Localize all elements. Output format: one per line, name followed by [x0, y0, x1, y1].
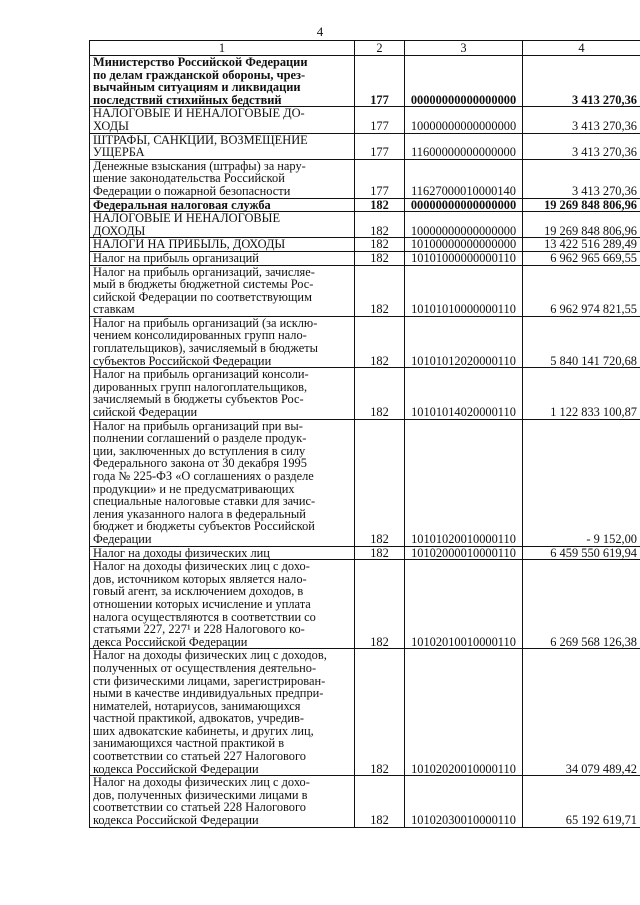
budget-code-cell: 10000000000000000 — [405, 107, 523, 133]
row-name-cell: Налог на прибыль организаций (за исклю- чением консолидированных групп нало- гоплательщиков), зачисляемый в бюджеты субъектов Российской Федерации — [90, 316, 355, 367]
amount-cell: 3 413 270,36 — [523, 133, 640, 159]
row-name-cell: Налог на доходы физических лиц с дохо- дов, источником которых является нало- говый агент, за исключением доходов, в отношении которых исчисление и уплата налога осуществляются в соответствии со статьями 227, 227¹ и 228 Налогового ко- декса Российской Федерации — [90, 560, 355, 649]
budget-code-cell: 00000000000000000 — [405, 198, 523, 212]
admin-code-cell: 182 — [355, 198, 405, 212]
table-row — [90, 133, 640, 159]
admin-code-cell: 182 — [355, 238, 405, 252]
amount-cell: 19 269 848 806,96 — [523, 198, 640, 212]
row-name-cell: Налог на доходы физических лиц с доходов, полученных от осуществления деятельно- сти физическими лицами, зарегистрирован- ными в качестве индивидуальных предпри- нимателей, нотариусов, занимающихся частной практикой, адвокатов, учредив- ших адвокатские кабинеты, и других лиц, занимающихся частной практикой в соответствии со статьей 227 Налогового кодекса Российской Федерации — [90, 649, 355, 776]
admin-code-cell: 182 — [355, 419, 405, 546]
amount-cell: 13 422 516 289,49 — [523, 238, 640, 252]
table-row — [90, 238, 640, 252]
budget-code-cell: 10101000000000110 — [405, 251, 523, 265]
admin-code-cell: 182 — [355, 649, 405, 776]
table-row — [90, 649, 640, 776]
admin-code-cell: 182 — [355, 368, 405, 419]
admin-code-cell: 182 — [355, 546, 405, 560]
budget-code-cell: 00000000000000000 — [405, 56, 523, 107]
admin-code-cell: 177 — [355, 107, 405, 133]
admin-code-cell: 182 — [355, 265, 405, 316]
amount-cell: 6 962 974 821,55 — [523, 265, 640, 316]
table-row — [90, 159, 640, 198]
row-name-cell: Налог на доходы физических лиц с дохо- дов, полученных физическими лицами в соответствии со статьей 228 Налогового кодекса Российской Федерации — [90, 776, 355, 827]
row-name-cell: Денежные взыскания (штрафы) за нару- шение законодательства Российской Федерации о пожарной безопасности — [90, 159, 355, 198]
table-row — [90, 419, 640, 546]
table-body — [90, 56, 640, 828]
page-number: 4 — [316, 24, 324, 39]
column-header-2: 2 — [355, 41, 405, 56]
table-row — [90, 546, 640, 560]
column-header-4: 4 — [523, 41, 640, 56]
column-header-3: 3 — [405, 41, 523, 56]
budget-code-cell: 11627000010000140 — [405, 159, 523, 198]
table-row — [90, 316, 640, 367]
row-name-cell: Федеральная налоговая служба — [90, 198, 355, 212]
budget-code-cell: 10102020010000110 — [405, 649, 523, 776]
table-row — [90, 368, 640, 419]
budget-code-cell: 10102030010000110 — [405, 776, 523, 827]
budget-code-cell: 10102000010000110 — [405, 546, 523, 560]
amount-cell: 5 840 141 720,68 — [523, 316, 640, 367]
budget-code-cell: 10101012020000110 — [405, 316, 523, 367]
table-row — [90, 212, 640, 238]
amount-cell: 3 413 270,36 — [523, 56, 640, 107]
table-row — [90, 251, 640, 265]
budget-code-cell: 10101014020000110 — [405, 368, 523, 419]
amount-cell: 34 079 489,42 — [523, 649, 640, 776]
row-name-cell: ШТРАФЫ, САНКЦИИ, ВОЗМЕЩЕНИЕ УЩЕРБА — [90, 133, 355, 159]
budget-code-cell: 10100000000000000 — [405, 238, 523, 252]
admin-code-cell: 182 — [355, 776, 405, 827]
admin-code-cell: 182 — [355, 316, 405, 367]
table-row — [90, 107, 640, 133]
amount-cell: 3 413 270,36 — [523, 159, 640, 198]
budget-code-cell: 10000000000000000 — [405, 212, 523, 238]
column-header-1: 1 — [90, 41, 355, 56]
amount-cell: 6 962 965 669,55 — [523, 251, 640, 265]
row-name-cell: Налог на прибыль организаций при вы- полнении соглашений о разделе продук- ции, заключенных до вступления в силу Федерального закона от 30 декабря 1995 года № 225-ФЗ «О соглашениях о разделе продукции» и не предусматривающих специальные налоговые ставки для зачис- ления указанного налога в федеральный бюджет и бюджеты субъектов Российской Федерации — [90, 419, 355, 546]
admin-code-cell: 177 — [355, 56, 405, 107]
table-row — [90, 198, 640, 212]
budget-code-cell: 11600000000000000 — [405, 133, 523, 159]
row-name-cell: Министерство Российской Федерации по делам гражданской обороны, чрез- вычайным ситуациям и ликвидации последствий стихийных бедствий — [90, 56, 355, 107]
amount-cell: 19 269 848 806,96 — [523, 212, 640, 238]
amount-cell: 65 192 619,71 — [523, 776, 640, 827]
row-name-cell: Налог на прибыль организаций — [90, 251, 355, 265]
amount-cell: - 9 152,00 — [523, 419, 640, 546]
row-name-cell: НАЛОГИ НА ПРИБЫЛЬ, ДОХОДЫ — [90, 238, 355, 252]
row-name-cell: НАЛОГОВЫЕ И НЕНАЛОГОВЫЕ ДО- ХОДЫ — [90, 107, 355, 133]
budget-code-cell: 10101020010000110 — [405, 419, 523, 546]
amount-cell: 3 413 270,36 — [523, 107, 640, 133]
table-row — [90, 265, 640, 316]
table-header-row — [90, 41, 640, 56]
row-name-cell: Налог на доходы физических лиц — [90, 546, 355, 560]
row-name-cell: НАЛОГОВЫЕ И НЕНАЛОГОВЫЕ ДОХОДЫ — [90, 212, 355, 238]
admin-code-cell: 182 — [355, 560, 405, 649]
amount-cell: 6 459 550 619,94 — [523, 546, 640, 560]
admin-code-cell: 177 — [355, 133, 405, 159]
admin-code-cell: 182 — [355, 251, 405, 265]
amount-cell: 6 269 568 126,38 — [523, 560, 640, 649]
table-row — [90, 776, 640, 827]
budget-code-cell: 10101010000000110 — [405, 265, 523, 316]
row-name-cell: Налог на прибыль организаций консоли- дированных групп налогоплательщиков, зачисляемый в бюджеты субъектов Рос- сийской Федерации — [90, 368, 355, 419]
budget-code-cell: 10102010010000110 — [405, 560, 523, 649]
amount-cell: 1 122 833 100,87 — [523, 368, 640, 419]
admin-code-cell: 177 — [355, 159, 405, 198]
table-row — [90, 56, 640, 107]
table-row — [90, 560, 640, 649]
row-name-cell: Налог на прибыль организаций, зачисляе- мый в бюджеты бюджетной системы Рос- сийской Федерации по соответствующим ставкам — [90, 265, 355, 316]
admin-code-cell: 182 — [355, 212, 405, 238]
revenue-table — [89, 40, 640, 828]
